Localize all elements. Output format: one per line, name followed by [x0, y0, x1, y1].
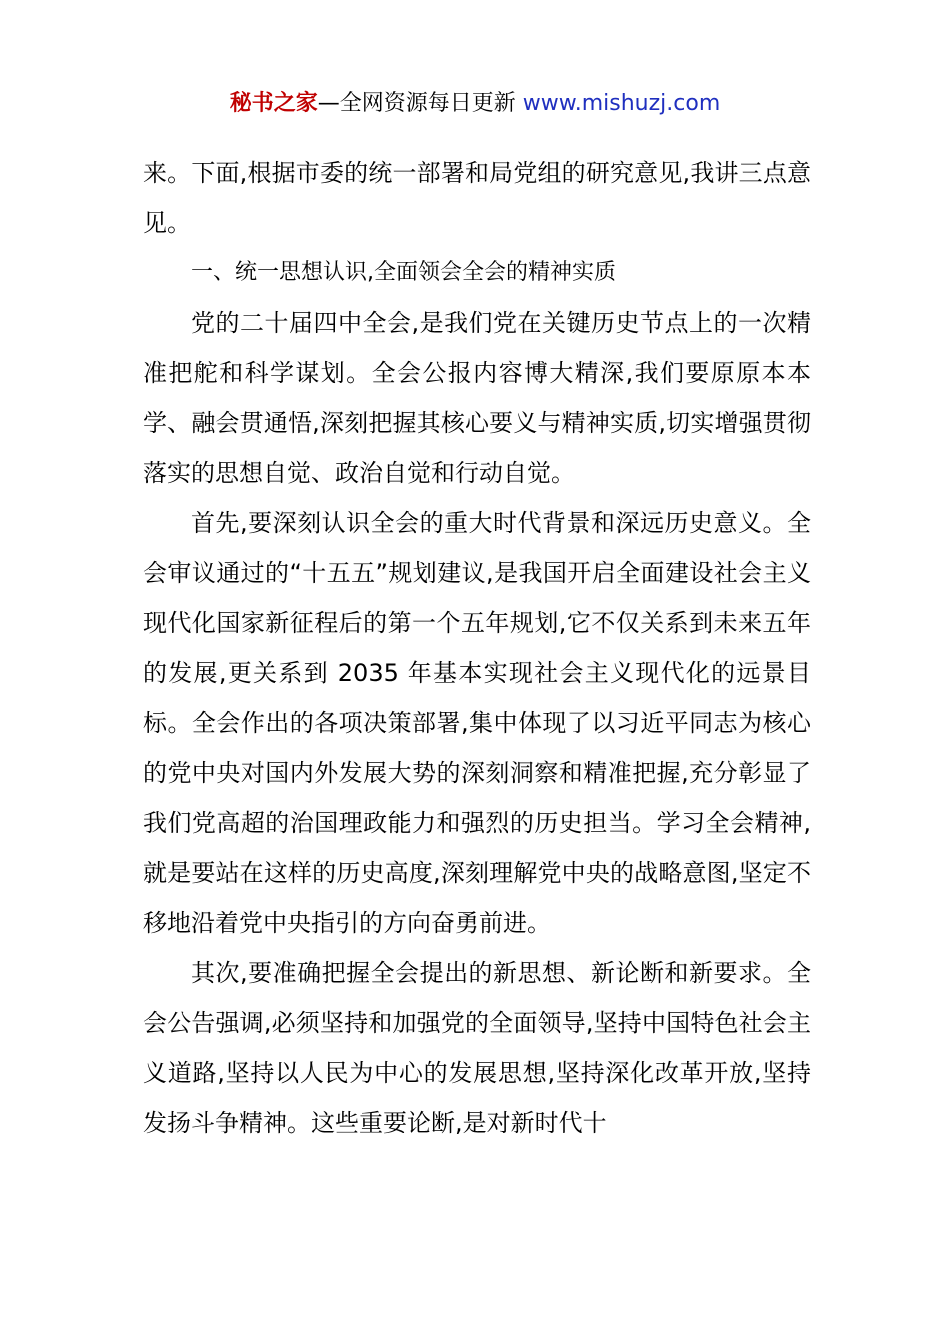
- site-url-link[interactable]: www.mishuzj.com: [522, 91, 721, 116]
- paragraph: 党的二十届四中全会,是我们党在关键历史节点上的一次精准把舵和科学谋划。全会公报内容博大精深,我们要原原本本学、融会贯通悟,深刻把握其核心要义与精神实质,切实增强贯彻落实的思想自觉、政治自觉和行动自觉。: [143, 309, 811, 487]
- site-header: [0, 88, 950, 120]
- paragraph: 其次,要准确把握全会提出的新思想、新论断和新要求。全会公告强调,必须坚持和加强党的全面领导,坚持中国特色社会主义道路,坚持以人民为中心的发展思想,坚持深化改革开放,坚持发扬斗争精神。这些重要论断,是对新时代十: [143, 959, 811, 1137]
- site-name: 秘书之家: [229, 91, 318, 116]
- paragraph-continuation: 来。下面,根据市委的统一部署和局党组的研究意见,我讲三点意见。: [143, 159, 811, 237]
- paragraph: 首先,要深刻认识全会的重大时代背景和深远历史意义。全会审议通过的“十五五”规划建议,是我国开启全面建设社会主义现代化国家新征程后的第一个五年规划,它不仅关系到未来五年的发展,更关系到 2035 年基本实现社会主义现代化的远景目标。全会作出的各项决策部署,集中体现了以习近平同志为核心的党中央对国内外发展大势的深刻洞察和精准把握,充分彰显了我们党高超的治国理政能力和强烈的历史担当。学习全会精神,就是要站在这样的历史高度,深刻理解党中央的战略意图,坚定不移地沿着党中央指引的方向奋勇前进。: [143, 509, 811, 937]
- document-body: [143, 148, 811, 1148]
- site-tagline: —全网资源每日更新: [317, 91, 523, 116]
- section-heading: 一、统一思想认识,全面领会全会的精神实质: [191, 260, 616, 285]
